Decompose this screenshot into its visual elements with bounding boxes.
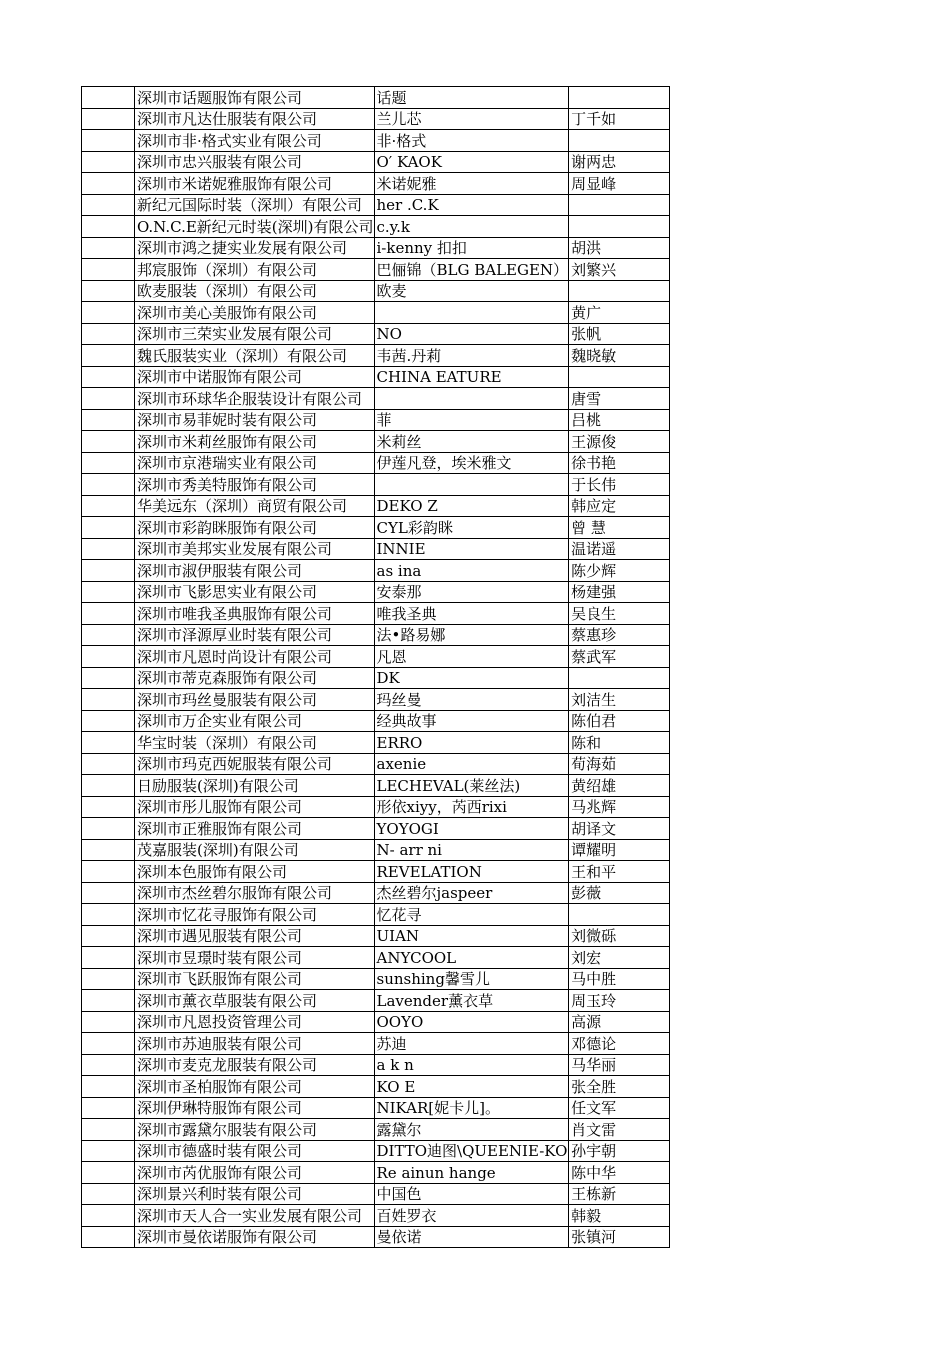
row-blank-cell[interactable] — [82, 216, 135, 238]
brand-cell[interactable] — [374, 302, 569, 324]
contact-cell[interactable] — [569, 194, 670, 216]
contact-cell[interactable]: 蔡惠珍 — [569, 624, 670, 646]
contact-cell[interactable]: 张全胜 — [569, 1076, 670, 1098]
brand-cell[interactable]: 露黛尔 — [374, 1119, 569, 1141]
brand-cell[interactable]: i-kenny 扣扣 — [374, 237, 569, 259]
row-blank-cell[interactable] — [82, 968, 135, 990]
row-blank-cell[interactable] — [82, 1119, 135, 1141]
row-blank-cell[interactable] — [82, 1162, 135, 1184]
table-row — [82, 581, 670, 603]
company-name-cell[interactable]: 深圳市苏迪服装有限公司 — [135, 1033, 375, 1055]
table-row — [82, 280, 670, 302]
table-row — [82, 409, 670, 431]
company-name-cell[interactable]: 深圳市德盛时装有限公司 — [135, 1140, 375, 1162]
company-name-cell[interactable]: 深圳市芮优服饰有限公司 — [135, 1162, 375, 1184]
row-blank-cell[interactable] — [82, 1097, 135, 1119]
company-name-cell[interactable]: 深圳市三荣实业发展有限公司 — [135, 323, 375, 345]
contact-cell[interactable]: 陈少辉 — [569, 560, 670, 582]
table-row — [82, 216, 670, 238]
row-blank-cell[interactable] — [82, 667, 135, 689]
table-row — [82, 710, 670, 732]
contact-cell[interactable]: 马中胜 — [569, 968, 670, 990]
brand-cell[interactable]: as ina — [374, 560, 569, 582]
row-blank-cell[interactable] — [82, 452, 135, 474]
table-row — [82, 345, 670, 367]
brand-cell[interactable]: UIAN — [374, 925, 569, 947]
contact-cell[interactable]: 曾 慧 — [569, 517, 670, 539]
row-blank-cell[interactable] — [82, 366, 135, 388]
brand-cell[interactable]: 百姓罗衣 — [374, 1205, 569, 1227]
contact-cell[interactable]: 魏晓敏 — [569, 345, 670, 367]
contact-cell[interactable]: 谢两忠 — [569, 151, 670, 173]
company-name-cell[interactable]: 深圳本色服饰有限公司 — [135, 861, 375, 883]
row-blank-cell[interactable] — [82, 624, 135, 646]
brand-cell[interactable]: ERRO — [374, 732, 569, 754]
row-blank-cell[interactable] — [82, 194, 135, 216]
brand-cell[interactable]: ANYCOOL — [374, 947, 569, 969]
row-blank-cell[interactable] — [82, 861, 135, 883]
contact-cell[interactable]: 丁千如 — [569, 108, 670, 130]
company-name-cell[interactable]: 深圳市正雅服饰有限公司 — [135, 818, 375, 840]
table-row — [82, 538, 670, 560]
table-row — [82, 689, 670, 711]
table-row — [82, 388, 670, 410]
contact-cell[interactable]: 刘繁兴 — [569, 259, 670, 281]
company-name-cell[interactable]: 华宝时装（深圳）有限公司 — [135, 732, 375, 754]
brand-cell[interactable]: REVELATION — [374, 861, 569, 883]
row-blank-cell[interactable] — [82, 280, 135, 302]
company-name-cell[interactable]: 深圳市米诺妮雅服饰有限公司 — [135, 173, 375, 195]
table-body — [82, 87, 670, 1248]
brand-cell[interactable]: 米莉丝 — [374, 431, 569, 453]
table-row — [82, 302, 670, 324]
table-row — [82, 237, 670, 259]
company-name-cell[interactable]: 深圳市京港瑞实业有限公司 — [135, 452, 375, 474]
company-name-cell[interactable]: 深圳市彩韵眯服饰有限公司 — [135, 517, 375, 539]
company-name-cell[interactable]: 深圳市泽源厚业时装有限公司 — [135, 624, 375, 646]
company-name-cell[interactable]: 深圳市昱璟时装有限公司 — [135, 947, 375, 969]
brand-cell[interactable]: 韦茜.丹莉 — [374, 345, 569, 367]
contact-cell[interactable]: 杨建强 — [569, 581, 670, 603]
contact-cell[interactable]: 张镇河 — [569, 1226, 670, 1248]
brand-cell[interactable]: sunshing馨雪儿 — [374, 968, 569, 990]
table-row — [82, 624, 670, 646]
row-blank-cell[interactable] — [82, 1205, 135, 1227]
brand-cell[interactable]: 经典故事 — [374, 710, 569, 732]
table-row — [82, 1140, 670, 1162]
company-name-cell[interactable]: 深圳市万企实业有限公司 — [135, 710, 375, 732]
contact-cell[interactable]: 刘洁生 — [569, 689, 670, 711]
table-row — [82, 366, 670, 388]
contact-cell[interactable]: 高源 — [569, 1011, 670, 1033]
row-blank-cell[interactable] — [82, 1226, 135, 1248]
contact-cell[interactable]: 彭薇 — [569, 882, 670, 904]
brand-cell[interactable]: LECHEVAL(莱丝法) — [374, 775, 569, 797]
brand-cell[interactable]: NO — [374, 323, 569, 345]
contact-cell[interactable]: 吕桃 — [569, 409, 670, 431]
company-name-cell[interactable]: 深圳市易菲妮时装有限公司 — [135, 409, 375, 431]
table-row — [82, 323, 670, 345]
company-name-cell[interactable]: 深圳市麦克龙服装有限公司 — [135, 1054, 375, 1076]
contact-cell[interactable] — [569, 130, 670, 152]
company-name-cell[interactable]: 邦宸服饰（深圳）有限公司 — [135, 259, 375, 281]
row-blank-cell[interactable] — [82, 87, 135, 109]
contact-cell[interactable]: 温诺遥 — [569, 538, 670, 560]
table-row — [82, 517, 670, 539]
brand-cell[interactable]: OOYO — [374, 1011, 569, 1033]
row-blank-cell[interactable] — [82, 882, 135, 904]
table-row — [82, 775, 670, 797]
brand-cell[interactable]: INNIE — [374, 538, 569, 560]
brand-cell[interactable]: YOYOGI — [374, 818, 569, 840]
table-row — [82, 151, 670, 173]
company-name-cell[interactable]: 日励服装(深圳)有限公司 — [135, 775, 375, 797]
company-name-cell[interactable]: 深圳市美心美服饰有限公司 — [135, 302, 375, 324]
brand-cell[interactable]: O′ KAOK — [374, 151, 569, 173]
company-name-cell[interactable]: 茂嘉服装(深圳)有限公司 — [135, 839, 375, 861]
brand-cell[interactable]: c.y.k — [374, 216, 569, 238]
row-blank-cell[interactable] — [82, 839, 135, 861]
company-name-cell[interactable]: 深圳伊琳特服饰有限公司 — [135, 1097, 375, 1119]
company-name-cell[interactable]: 深圳市中诺服饰有限公司 — [135, 366, 375, 388]
table-row — [82, 452, 670, 474]
contact-cell[interactable]: 邓德论 — [569, 1033, 670, 1055]
table-row — [82, 667, 670, 689]
contact-cell[interactable]: 王和平 — [569, 861, 670, 883]
table-row — [82, 1162, 670, 1184]
company-name-cell[interactable]: 深圳市凡恩投资管理公司 — [135, 1011, 375, 1033]
brand-cell[interactable]: N- arr ni — [374, 839, 569, 861]
table-row — [82, 968, 670, 990]
contact-cell[interactable]: 周玉玲 — [569, 990, 670, 1012]
company-name-cell[interactable]: 深圳市美邦实业发展有限公司 — [135, 538, 375, 560]
row-blank-cell[interactable] — [82, 925, 135, 947]
brand-cell[interactable]: 苏迪 — [374, 1033, 569, 1055]
contact-cell[interactable]: 谭耀明 — [569, 839, 670, 861]
company-name-cell[interactable]: 深圳市玛克西妮服装有限公司 — [135, 753, 375, 775]
row-blank-cell[interactable] — [82, 259, 135, 281]
brand-cell[interactable]: 话题 — [374, 87, 569, 109]
brand-cell[interactable]: 唯我圣典 — [374, 603, 569, 625]
row-blank-cell[interactable] — [82, 710, 135, 732]
contact-cell[interactable]: 陈伯君 — [569, 710, 670, 732]
brand-cell[interactable]: axenie — [374, 753, 569, 775]
company-name-cell[interactable]: 深圳市曼依诺服饰有限公司 — [135, 1226, 375, 1248]
company-name-cell[interactable]: 深圳市淑伊服装有限公司 — [135, 560, 375, 582]
brand-cell[interactable]: 安泰那 — [374, 581, 569, 603]
contact-cell[interactable]: 蔡武军 — [569, 646, 670, 668]
contact-cell[interactable]: 任文军 — [569, 1097, 670, 1119]
row-blank-cell[interactable] — [82, 302, 135, 324]
brand-cell[interactable]: NIKAR[妮卡儿]。 — [374, 1097, 569, 1119]
table-row — [82, 839, 670, 861]
company-name-cell[interactable]: 深圳市凡达仕服装有限公司 — [135, 108, 375, 130]
contact-cell[interactable]: 于长伟 — [569, 474, 670, 496]
company-name-cell[interactable]: 深圳市鸿之捷实业发展有限公司 — [135, 237, 375, 259]
table-row — [82, 1011, 670, 1033]
row-blank-cell[interactable] — [82, 796, 135, 818]
row-blank-cell[interactable] — [82, 818, 135, 840]
contact-cell[interactable] — [569, 366, 670, 388]
contact-cell[interactable]: 周显峰 — [569, 173, 670, 195]
brand-cell[interactable]: 中国色 — [374, 1183, 569, 1205]
table-row — [82, 646, 670, 668]
brand-cell[interactable]: 伊莲凡登，埃米雅文 — [374, 452, 569, 474]
company-name-cell[interactable]: 深圳市飞跃服饰有限公司 — [135, 968, 375, 990]
table-row — [82, 603, 670, 625]
contact-cell[interactable] — [569, 667, 670, 689]
brand-cell[interactable]: 杰丝碧尔jaspeer — [374, 882, 569, 904]
table-row — [82, 560, 670, 582]
row-blank-cell[interactable] — [82, 474, 135, 496]
company-name-cell[interactable]: 深圳市米莉丝服饰有限公司 — [135, 431, 375, 453]
row-blank-cell[interactable] — [82, 108, 135, 130]
table-row — [82, 431, 670, 453]
row-blank-cell[interactable] — [82, 130, 135, 152]
table-row — [82, 495, 670, 517]
contact-cell[interactable]: 马兆辉 — [569, 796, 670, 818]
contact-cell[interactable] — [569, 87, 670, 109]
row-blank-cell[interactable] — [82, 388, 135, 410]
row-blank-cell[interactable] — [82, 151, 135, 173]
table-row — [82, 194, 670, 216]
table-row — [82, 1033, 670, 1055]
contact-cell[interactable]: 吴良生 — [569, 603, 670, 625]
row-blank-cell[interactable] — [82, 431, 135, 453]
table-row — [82, 990, 670, 1012]
company-name-cell[interactable]: 深圳市彤儿服饰有限公司 — [135, 796, 375, 818]
table-row — [82, 947, 670, 969]
contact-cell[interactable]: 徐书艳 — [569, 452, 670, 474]
table-row — [82, 796, 670, 818]
contact-cell[interactable] — [569, 216, 670, 238]
company-name-cell[interactable]: 欧麦服装（深圳）有限公司 — [135, 280, 375, 302]
table-row — [82, 1226, 670, 1248]
contact-cell[interactable] — [569, 904, 670, 926]
contact-cell[interactable]: 荀海茹 — [569, 753, 670, 775]
brand-cell[interactable]: 法•路易娜 — [374, 624, 569, 646]
table-row — [82, 108, 670, 130]
contact-cell[interactable]: 韩应定 — [569, 495, 670, 517]
brand-cell[interactable]: a k n — [374, 1054, 569, 1076]
brand-cell[interactable]: 忆花寻 — [374, 904, 569, 926]
brand-cell[interactable]: KO E — [374, 1076, 569, 1098]
row-blank-cell[interactable] — [82, 1076, 135, 1098]
company-name-cell[interactable]: 深圳市非·格式实业有限公司 — [135, 130, 375, 152]
brand-cell[interactable]: her .C.K — [374, 194, 569, 216]
brand-cell[interactable] — [374, 474, 569, 496]
row-blank-cell[interactable] — [82, 173, 135, 195]
company-name-cell[interactable]: 深圳市环球华企服装设计有限公司 — [135, 388, 375, 410]
brand-cell[interactable]: CYL彩韵眯 — [374, 517, 569, 539]
table-row — [82, 1183, 670, 1205]
company-name-cell[interactable]: 深圳景兴利时装有限公司 — [135, 1183, 375, 1205]
brand-cell[interactable]: 玛丝曼 — [374, 689, 569, 711]
table-row — [82, 904, 670, 926]
company-name-cell[interactable]: 深圳市忠兴服装有限公司 — [135, 151, 375, 173]
contact-cell[interactable]: 刘微砾 — [569, 925, 670, 947]
company-name-cell[interactable]: 深圳市唯我圣典服饰有限公司 — [135, 603, 375, 625]
company-name-cell[interactable]: 深圳市杰丝碧尔服饰有限公司 — [135, 882, 375, 904]
contact-cell[interactable]: 胡洪 — [569, 237, 670, 259]
company-name-cell[interactable]: 深圳市露黛尔服装有限公司 — [135, 1119, 375, 1141]
table-row — [82, 87, 670, 109]
table-row — [82, 1054, 670, 1076]
brand-cell[interactable]: 巴俪锦（BLG BALEGEN） — [374, 259, 569, 281]
row-blank-cell[interactable] — [82, 732, 135, 754]
company-name-cell[interactable]: 深圳市天人合一实业发展有限公司 — [135, 1205, 375, 1227]
table-row — [82, 861, 670, 883]
brand-cell[interactable]: 欧麦 — [374, 280, 569, 302]
contact-cell[interactable]: 孙宇朝 — [569, 1140, 670, 1162]
brand-cell[interactable]: 米诺妮雅 — [374, 173, 569, 195]
row-blank-cell[interactable] — [82, 581, 135, 603]
table-row — [82, 474, 670, 496]
contact-cell[interactable]: 陈中华 — [569, 1162, 670, 1184]
table-row — [82, 753, 670, 775]
contact-cell[interactable]: 韩毅 — [569, 1205, 670, 1227]
row-blank-cell[interactable] — [82, 1054, 135, 1076]
contact-cell[interactable]: 王源俊 — [569, 431, 670, 453]
row-blank-cell[interactable] — [82, 323, 135, 345]
brand-cell[interactable]: Lavender薰衣草 — [374, 990, 569, 1012]
brand-cell[interactable]: DITTO迪图\QUEENIE-KO — [374, 1140, 569, 1162]
row-blank-cell[interactable] — [82, 1011, 135, 1033]
company-name-cell[interactable]: 深圳市蒂克森服饰有限公司 — [135, 667, 375, 689]
company-name-cell[interactable]: 深圳市圣柏服饰有限公司 — [135, 1076, 375, 1098]
contact-cell[interactable]: 刘宏 — [569, 947, 670, 969]
contact-cell[interactable]: 黄绍雄 — [569, 775, 670, 797]
row-blank-cell[interactable] — [82, 538, 135, 560]
row-blank-cell[interactable] — [82, 495, 135, 517]
table-row — [82, 1119, 670, 1141]
table-row — [82, 732, 670, 754]
company-name-cell[interactable]: 魏氏服装实业（深圳）有限公司 — [135, 345, 375, 367]
row-blank-cell[interactable] — [82, 646, 135, 668]
row-blank-cell[interactable] — [82, 904, 135, 926]
contact-cell[interactable]: 马华丽 — [569, 1054, 670, 1076]
table-row — [82, 173, 670, 195]
table-row — [82, 259, 670, 281]
company-name-cell[interactable]: 深圳市遇见服装有限公司 — [135, 925, 375, 947]
brand-cell[interactable]: 兰儿芯 — [374, 108, 569, 130]
contact-cell[interactable]: 胡译文 — [569, 818, 670, 840]
company-name-cell[interactable]: 深圳市凡恩时尚设计有限公司 — [135, 646, 375, 668]
brand-cell[interactable]: 凡恩 — [374, 646, 569, 668]
row-blank-cell[interactable] — [82, 990, 135, 1012]
brand-cell[interactable]: 曼依诺 — [374, 1226, 569, 1248]
brand-cell[interactable]: DK — [374, 667, 569, 689]
brand-cell[interactable]: 菲 — [374, 409, 569, 431]
row-blank-cell[interactable] — [82, 947, 135, 969]
row-blank-cell[interactable] — [82, 775, 135, 797]
company-name-cell[interactable]: 深圳市飞影思实业有限公司 — [135, 581, 375, 603]
row-blank-cell[interactable] — [82, 689, 135, 711]
company-name-cell[interactable]: O.N.C.E新纪元时装(深圳)有限公司 — [135, 216, 375, 238]
company-name-cell[interactable]: 深圳市话题服饰有限公司 — [135, 87, 375, 109]
company-name-cell[interactable]: 深圳市秀美特服饰有限公司 — [135, 474, 375, 496]
table-row — [82, 925, 670, 947]
brand-cell[interactable]: Re ainun hange — [374, 1162, 569, 1184]
row-blank-cell[interactable] — [82, 345, 135, 367]
table-row — [82, 818, 670, 840]
contact-cell[interactable]: 陈和 — [569, 732, 670, 754]
brand-cell[interactable]: CHINA EATURE — [374, 366, 569, 388]
brand-cell[interactable] — [374, 388, 569, 410]
brand-cell[interactable]: DEKO Z — [374, 495, 569, 517]
company-name-cell[interactable]: 深圳市忆花寻服饰有限公司 — [135, 904, 375, 926]
brand-cell[interactable]: 非·格式 — [374, 130, 569, 152]
table-row — [82, 1076, 670, 1098]
contact-cell[interactable] — [569, 280, 670, 302]
row-blank-cell[interactable] — [82, 603, 135, 625]
contact-cell[interactable]: 唐雪 — [569, 388, 670, 410]
brand-cell[interactable]: 形依xiyy，芮西rixi — [374, 796, 569, 818]
row-blank-cell[interactable] — [82, 1140, 135, 1162]
table-row — [82, 130, 670, 152]
spreadsheet-table — [81, 86, 670, 1248]
company-name-cell[interactable]: 华美远东（深圳）商贸有限公司 — [135, 495, 375, 517]
company-name-cell[interactable]: 深圳市薰衣草服装有限公司 — [135, 990, 375, 1012]
table-row — [82, 1205, 670, 1227]
row-blank-cell[interactable] — [82, 1033, 135, 1055]
company-name-cell[interactable]: 深圳市玛丝曼服装有限公司 — [135, 689, 375, 711]
row-blank-cell[interactable] — [82, 517, 135, 539]
contact-cell[interactable]: 王栋新 — [569, 1183, 670, 1205]
row-blank-cell[interactable] — [82, 753, 135, 775]
company-name-cell[interactable]: 新纪元国际时装（深圳）有限公司 — [135, 194, 375, 216]
table-row — [82, 882, 670, 904]
table-row — [82, 1097, 670, 1119]
row-blank-cell[interactable] — [82, 237, 135, 259]
contact-cell[interactable]: 黄广 — [569, 302, 670, 324]
contact-cell[interactable]: 肖文雷 — [569, 1119, 670, 1141]
row-blank-cell[interactable] — [82, 1183, 135, 1205]
contact-cell[interactable]: 张帆 — [569, 323, 670, 345]
row-blank-cell[interactable] — [82, 560, 135, 582]
row-blank-cell[interactable] — [82, 409, 135, 431]
